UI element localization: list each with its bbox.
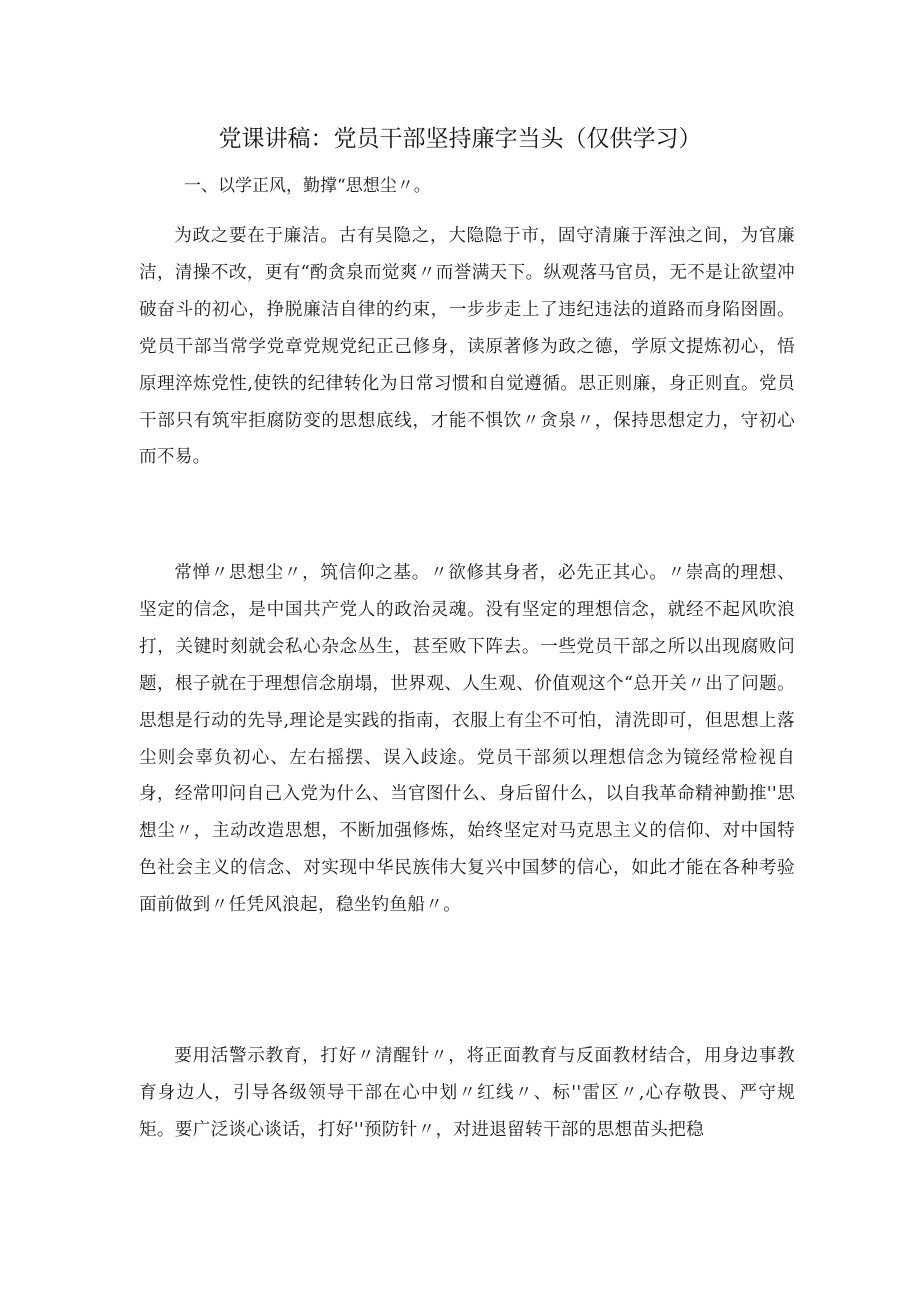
section-heading: 一、以学正风，勤撑“思想尘〃。 [184, 176, 431, 196]
body-paragraph: 常惮〃思想尘〃，筑信仰之基。〃欲修其身者，必先正其心。〃崇高的理想、坚定的信念，是中国共产党人的政治灵魂。没有坚定的理想信念，就经不起风吹浪打，关键时刻就会私心杂念丛生，甚至败下阵去。一些党员干部之所以出现腐败问题，根子就在于理想信念崩塌，世界观、人生观、价值观这个“总开关〃出了问题。思想是行动的先导,理论是实践的指南，衣服上有尘不可怕，清洗即可，但思想上落尘则会辜负初心、左右摇摆、误入歧途。党员干部须以理想信念为镜经常检视自身，经常叩问自己入党为什么、当官图什么、身后留什么，以自我革命精神勤推''思想尘〃，主动改造思想，不断加强修炼，始终坚定对马克思主义的信仰、对中国特色社会主义的信念、对实现中华民族伟大复兴中国梦的信心，如此才能在各种考验面前做到〃任凭风浪起，稳坐钓鱼船〃。 [139, 563, 795, 916]
document-title: 党课讲稿：党员干部坚持廉字当头（仅供学习） [218, 126, 702, 152]
body-paragraph: 为政之要在于廉洁。古有吴隐之，大隐隐于市，固守清廉于浑浊之间，为官廉洁，清操不改，更有“酌贪泉而觉爽〃而誉满天下。纵观落马官员，无不是让欲望冲破奋斗的初心，挣脱廉洁自律的约束，一步步走上了违纪违法的道路而身陷囹圄。党员干部当常学党章党规党纪正己修身，读原著修为政之德，学原文提炼初心，悟原理淬炼党性,使铁的纪律转化为日常习惯和自觉遵循。思正则廉，身正则直。党员干部只有筑牢拒腐防变的思想底线，才能不惧饮〃贪泉〃，保持思想定力，守初心而不易。 [139, 226, 795, 468]
body-paragraph: 要用活警示教育，打好〃清醒针〃，将正面教育与反面教材结合，用身边事教育身边人，引导各级领导干部在心中划〃红线〃、标''雷区〃,心存敬畏、严守规矩。要广泛谈心谈话，打好''预防针〃，对进退留转干部的思想苗头把稳 [139, 1046, 795, 1140]
